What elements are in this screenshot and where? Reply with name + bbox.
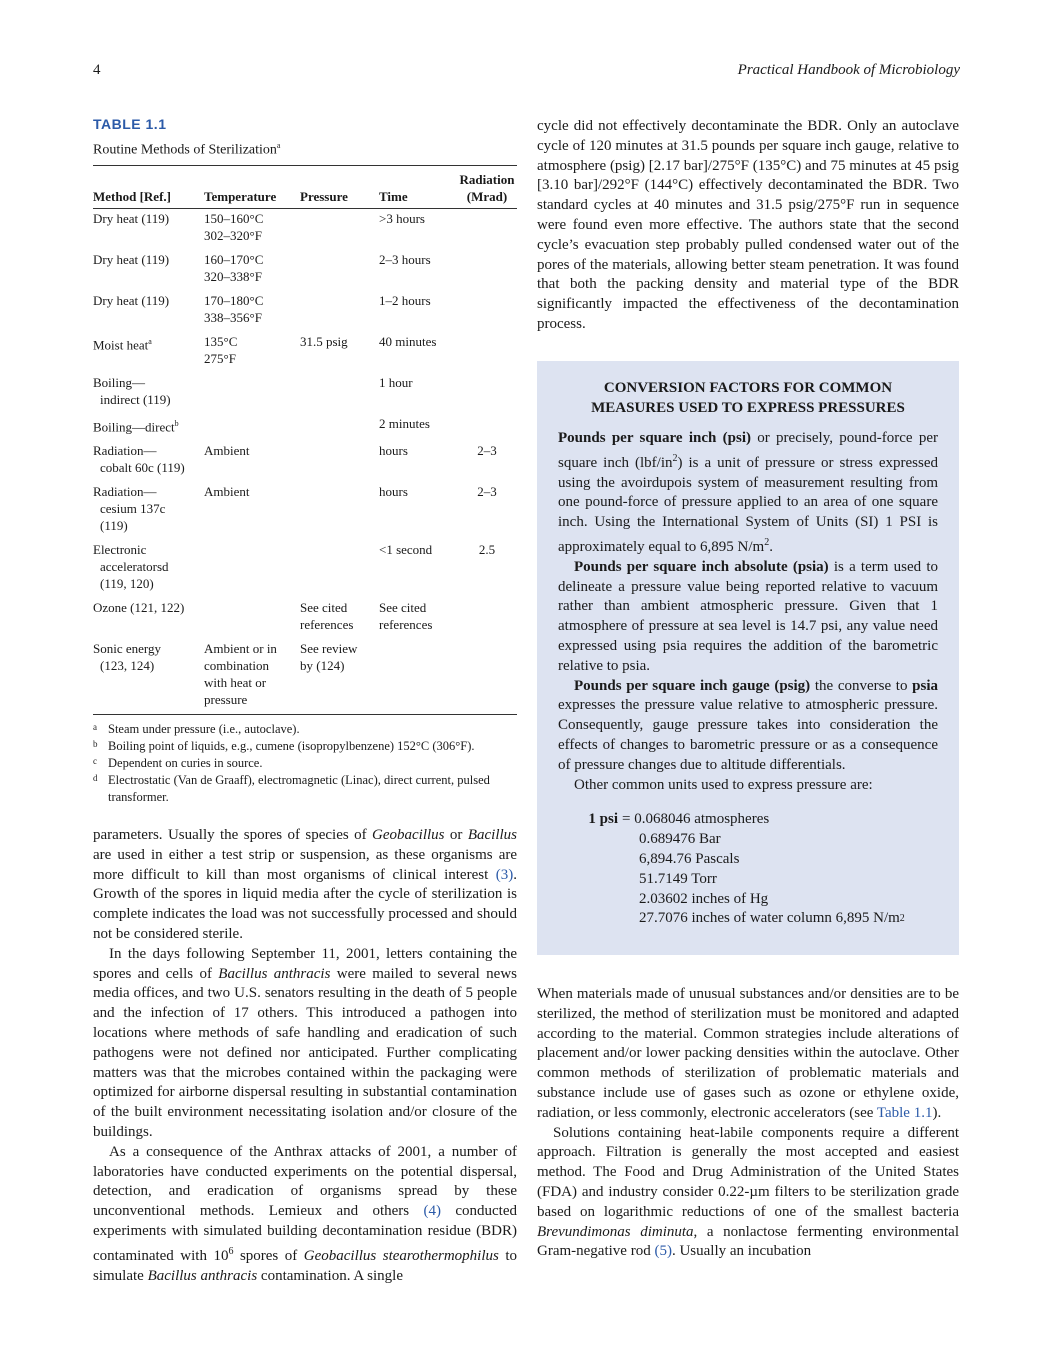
cell-pressure [300,598,379,639]
cell-radiation [457,540,517,598]
text-run: . [769,538,773,555]
table-row [93,540,517,598]
table-header-row [93,165,517,208]
cell-temperature [204,332,300,373]
column-header-method: Method [Ref.] [93,165,204,208]
left-column-body [93,826,517,1286]
text-run: the converse to [810,677,913,694]
table-body [93,208,517,714]
method-continuation: (123, 124) [100,657,155,673]
column-header-pressure: Pressure [300,165,379,208]
cell-time [379,482,457,540]
pressure-value: See review by (124) [300,640,358,673]
paragraph [93,945,517,1143]
unit-value: 0.689476 Bar [639,831,721,848]
table-row [93,250,517,291]
footnote-text: Steam under pressure (i.e., autoclave). [108,721,300,736]
text-run: were mailed to several news media offices, and two U.S. senators resulting in the death of 5 people and the infection of 17 others. This introduced a pathogen into locations where methods of safe handling and eradication of such pathogens were not defined nor anticipated. Further complicating matters was that the microbes contained within the packaging were optimized for airborne dispersal resulting in substantial contamination of the built environment necessitating isolation and/or closure of the buildings. [93,965,517,1140]
footnote-text: Boiling point of liquids, e.g., cumene (isopropylbenzene) 152°C (306°F). [108,738,475,753]
cell-time [379,373,457,414]
footnote [93,755,517,772]
cell-temperature [204,250,300,291]
table-row [93,208,517,250]
table-row [93,639,517,715]
running-title: Practical Handbook of Microbiology [737,62,960,78]
table-row [93,414,517,441]
text-run: . Growth of the spores in liquid media after the cycle of sterilization is complete indicates the load was not successfully processed and should not be considered sterile. [93,866,517,942]
table-row [93,598,517,639]
cell-method [93,482,204,540]
text-run: or precisely, pound-force per square inch (lbf/in [558,430,938,471]
table-reference-link[interactable]: Table 1.1 [876,1104,933,1121]
table-1-1 [93,116,517,806]
cell-radiation [457,332,517,373]
cell-temperature [204,414,300,441]
text-run: to simulate [93,1247,518,1284]
unit-value: = 0.068046 atmospheres [622,811,770,828]
superscript: 2 [672,452,678,464]
unit-value: 51.7149 Torr [639,870,717,887]
unit-row [558,890,938,910]
italic-run: Geobacillus [372,827,445,843]
unit-value: 2.03602 inches of Hg [639,890,769,907]
text-run: conducted experiments with simulated building decontamination residue (BDR) contaminated with 10 [93,1203,518,1264]
paragraph-other-units: Other common units used to express pressure are: [574,776,873,793]
table-caption-text: Routine Methods of Sterilization [93,142,277,158]
superscript: 2 [899,913,905,925]
table-row [93,482,517,540]
text-run: are used in either a test strip or suspension, as these organisms are more difficult to kill than most organisms of clinical interest [93,846,517,883]
time-value: hours [379,483,408,499]
time-value: <1 second [379,541,433,557]
cell-temperature [204,373,300,414]
cell-temperature [204,291,300,332]
cell-pressure [300,332,379,373]
method-name: Dry heat (119) [93,210,170,226]
temperature-value: 150–160°C 302–320°F [204,210,264,243]
cell-pressure [300,540,379,598]
cell-time [379,332,457,373]
unit-key: 1 psi [588,811,618,828]
table-label: TABLE 1.1 [93,116,167,132]
cell-pressure [300,250,379,291]
superscript: 2 [764,536,770,548]
time-value: hours [379,442,408,458]
radiation-value: 2–3 [477,442,497,458]
bold-term: psia [912,677,938,694]
time-value: 2–3 hours [379,251,431,267]
italic-run: Bacillus [467,827,517,843]
superscript: 6 [228,1245,234,1257]
text-run: is a term used to delineate a pressure value being reported relative to vacuum rather than ambient atmospheric pressure. Given that 1 atmosphere of pressure at sea level is 14.7 psi, any value need expressed using psia requires the addition of the barometric relative to psia. [558,558,938,674]
temperature-value: Ambient [204,483,250,499]
footnote [93,772,517,806]
table-caption [93,141,517,159]
text-run: As a consequence of the Anthrax attacks of 2001, a number of laboratories have conducted experiments on the potential dispersal, detection, and eradication of organisms spread by these unconventional methods. Lemieux and others [93,1143,517,1220]
cell-pressure [300,482,379,540]
sterilization-table [93,165,517,715]
table-row [93,291,517,332]
cell-radiation [457,250,517,291]
italic-run: Geobacillus stearothermophilus [303,1247,499,1264]
cell-method [93,540,204,598]
method-name: Boiling— [93,374,146,390]
temperature-value: 135°C 275°F [204,333,238,366]
paragraph-psi [558,429,938,558]
pressure-value: See cited references [300,599,354,632]
method-name: Electronic [93,541,147,557]
pressure-conversion-sidebar [537,361,959,955]
reference-link[interactable]: (4) [423,1203,441,1220]
method-name: Radiation— [93,442,157,458]
temperature-value: Ambient or in combination with heat or pressure [204,640,277,707]
text-run: contamination. A single [257,1267,403,1284]
method-name: Moist heat [93,336,149,352]
unit-conversion-list [558,810,938,929]
method-name: Dry heat (119) [93,292,170,308]
right-column-top-text [537,117,959,335]
paragraph [93,826,517,945]
unit-key-spacer [558,890,626,910]
cell-time [379,291,457,332]
unit-row [558,850,938,870]
text-run: spores of [233,1247,304,1264]
cell-method [93,598,204,639]
unit-row [558,810,938,830]
cell-time [379,250,457,291]
cell-method [93,373,204,414]
cell-pressure [300,441,379,482]
text-run: expresses the pressure value relative to atmospheric pressure. Consequently, gauge pressure takes into consideration the effects of changes to barometric pressure or as a consequence of pressure changes due to altitude differentials. [558,697,938,773]
italic-run: Brevundimonas diminuta [537,1223,694,1240]
footnote-text: Electrostatic (Van de Graaff), electromagnetic (Linac), direct current, pulsed transformer. [108,772,490,804]
unit-key-spacer [558,850,626,870]
unit-key-spacer [558,830,626,850]
text-run: When materials made of unusual substances and/or densities are to be sterilized, the method of sterilization must be monitored and adapted according to the material. Common strategies include alterations of placement and/or lower packing densities within the autoclave. Other common methods of sterilization of problematic materials and substance include use of gases such as ozone or ethylene oxide, radiation, or less commonly, electronic accelerators (see [537,986,959,1121]
method-name: Boiling—direct [93,418,175,434]
radiation-value: 2–3 [477,483,497,499]
paragraph-psia [558,558,938,677]
cell-pressure [300,291,379,332]
paragraph: cycle did not effectively decontaminate the BDR. Only an autoclave cycle of 120 minutes at 31.5 pounds per square inch gauge, relative to atmosphere (psig) [2.17 bar]/275°F (135°C) and 75 minutes at 45 psig [3.10 bar]/292°F (144°C) effectively decontaminated the BDR. Two standard cycles at 40 minutes and 31.5 psig/275°F run in sequence were found even more effective. The authors state that the second cycle’s evacuation step probably pulled condensed water out of the pores of the materials, allowing better steam penetration. It was found that both the packing density and material type of the BDR significantly impacted the effectiveness of the decontamination process. [537,118,959,332]
cell-method [93,250,204,291]
text-run: ) is a unit of pressure or stress expressed using the avoirdupois system of measurement resulting from one pound-force of pressure applied to an area of one square inch. Using the International System of Units (SI) 1 PSI is approximately equal to 6,895 N/m [558,454,938,555]
paragraph [537,1124,959,1263]
cell-time [379,441,457,482]
method-name: Radiation— [93,483,157,499]
table-row [93,441,517,482]
unit-value: 27.7076 inches of water column 6,895 N/m [639,910,900,927]
table-row [93,373,517,414]
unit-row [558,870,938,890]
time-value: >3 hours [379,210,425,226]
cell-method [93,414,204,441]
cell-method [93,639,204,715]
table-row [93,332,517,373]
cell-radiation [457,482,517,540]
footnote [93,721,517,738]
bold-term: Pounds per square inch (psi) [558,430,751,446]
cell-temperature [204,540,300,598]
footnote-mark: b [93,738,98,749]
temperature-value: 160–170°C 320–338°F [204,251,264,284]
footnote-mark: a [93,721,97,732]
cell-pressure [300,208,379,250]
time-value: 1 hour [379,374,413,390]
temperature-value: Ambient [204,442,250,458]
cell-method [93,291,204,332]
cell-time [379,414,457,441]
bold-term: Pounds per square inch absolute (psia) [574,558,829,575]
cell-temperature [204,441,300,482]
column-header-temperature: Temperature [204,165,300,208]
method-name: Dry heat (119) [93,251,170,267]
text-run: parameters. Usually the spores of species of [93,827,373,843]
footnote-text: Dependent on curies in source. [108,755,263,770]
cell-pressure [300,414,379,441]
table-footnotes [93,721,517,806]
method-continuation: cesium 137c (119) [100,500,166,533]
method-continuation: acceleratorsd (119, 120) [100,558,169,591]
column-header-radiation: Radiation (Mrad) [457,165,517,208]
method-continuation: cobalt 60c (119) [100,459,185,475]
cell-pressure [300,373,379,414]
cell-radiation [457,208,517,250]
radiation-value: 2.5 [478,541,496,557]
cell-method [93,332,204,373]
pressure-value: 31.5 psig [300,333,348,349]
italic-run: Bacillus anthracis [147,1267,258,1284]
cell-temperature [204,482,300,540]
unit-row [558,830,938,850]
italic-run: Bacillus anthracis [218,965,331,982]
cell-time [379,540,457,598]
column-header-time: Time [379,165,457,208]
cell-time [379,208,457,250]
cell-time [379,639,457,715]
cell-radiation [457,441,517,482]
cell-radiation [457,598,517,639]
unit-key-spacer [558,870,626,890]
sidebar-title: CONVERSION FACTORS FOR COMMON MEASURES USED TO EXPRESS PRESSURES [591,380,905,416]
footnote-mark: b [174,418,179,428]
bold-term: Pounds per square inch gauge (psig) [574,677,811,694]
text-run: or [444,827,468,843]
cell-radiation [457,291,517,332]
page-number: 4 [93,62,101,78]
right-column-bottom-text [537,985,959,1262]
reference-link[interactable]: (3) [495,866,514,883]
time-value: 2 minutes [379,415,430,431]
footnote-mark: a [148,336,152,346]
footnote-mark: d [93,772,98,783]
time-value: See cited references [379,599,433,632]
paragraph [93,1143,517,1287]
method-name: Sonic energy [93,640,161,656]
table-caption-footnote-mark: a [276,141,281,150]
cell-temperature [204,598,300,639]
cell-method [93,441,204,482]
temperature-value: 170–180°C 338–356°F [204,292,264,325]
unit-value: 6,894.76 Pascals [639,850,740,867]
cell-method [93,208,204,250]
cell-radiation [457,414,517,441]
text-run: ). [932,1104,942,1121]
cell-temperature [204,639,300,715]
text-run: Solutions containing heat-labile components require a different approach. Filtration is generally the most accepted and easiest method. The Food and Drug Administration of the United States (FDA) and industry consider 0.22-µm filters to be sterilization grade based on logarithmic reductions of one of the smallest bacteria [537,1124,959,1220]
text-run: . Usually an incubation [671,1243,812,1260]
paragraph [537,985,959,1124]
time-value: 1–2 hours [379,292,431,308]
unit-row [558,909,938,929]
time-value: 40 minutes [379,333,437,349]
footnote [93,738,517,755]
cell-time [379,598,457,639]
method-continuation: indirect (119) [100,391,171,407]
cell-pressure [300,639,379,715]
paragraph-psig [558,677,938,776]
method-name: Ozone (121, 122) [93,599,185,615]
cell-radiation [457,373,517,414]
cell-radiation [457,639,517,715]
cell-temperature [204,208,300,250]
unit-key-spacer [558,909,626,929]
reference-link[interactable]: (5) [654,1243,672,1260]
text-run: , a nonlactose fermenting environmental Gram-negative rod [537,1223,959,1260]
footnote-mark: c [93,755,97,766]
text-run: In the days following September 11, 2001, letters containing the spores and cells of [93,945,517,982]
